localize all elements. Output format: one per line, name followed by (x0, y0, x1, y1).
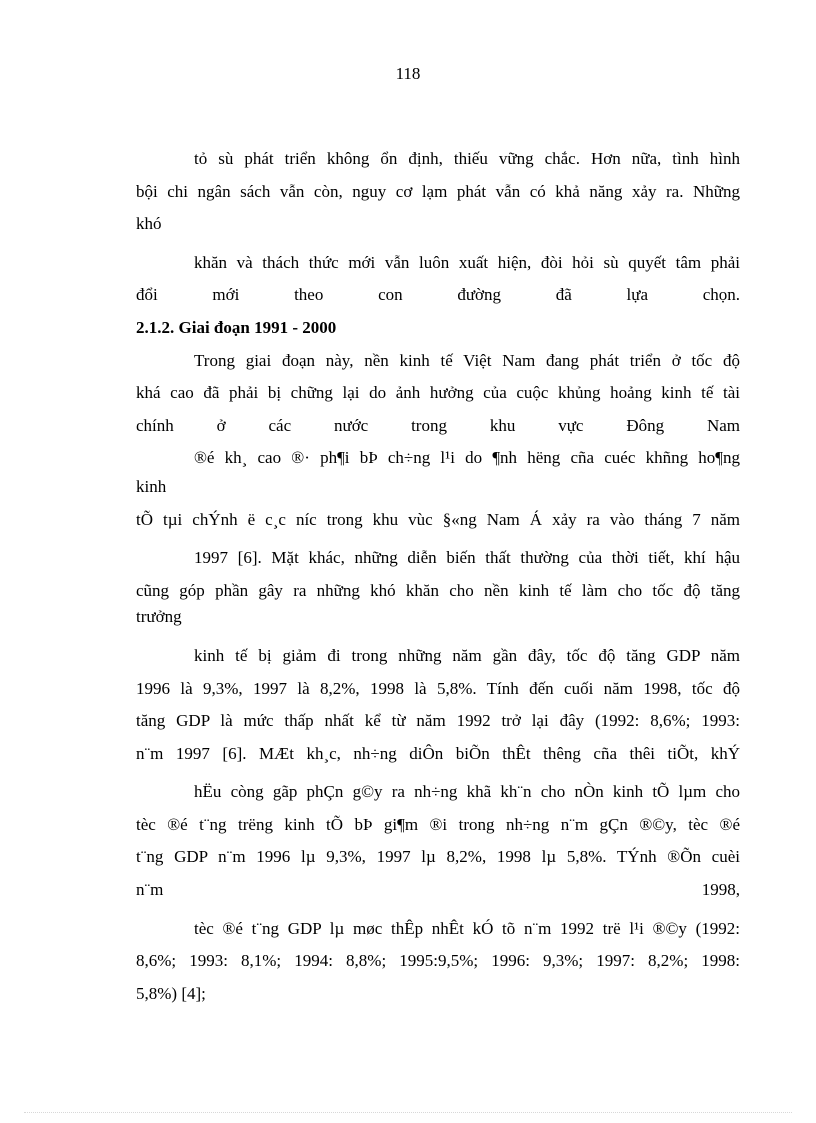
text-line: tèc ®é t¨ng GDP lµ møc thÊp nhÊt kÓ tõ n¨m 1992 trë l¹i ®©y (1992: (194, 918, 740, 938)
text-line: chính ở các nước trong khu vực Đông Nam (136, 415, 740, 435)
text-line: hËu còng gãp phÇn g©y ra nh÷ng khã kh¨n cho nÒn kinh tÕ lµm cho (194, 782, 740, 802)
text-line: Trong giai đoạn này, nền kinh tế Việt Nam đang phát triển ở tốc độ (194, 350, 740, 370)
text-line: tăng GDP là mức thấp nhất kể từ năm 1992 trở lại đây (1992: 8,6%; 1993: (136, 711, 740, 731)
text-line: ®é kh¸ cao ®· ph¶i bÞ ch÷ng l¹i do ¶nh hëng cña cuéc khñng ho¶ng (194, 448, 740, 468)
text-line: 1997 [6]. Mặt khác, những diễn biến thất thường của thời tiết, khí hậu (194, 548, 740, 568)
text-line: đổi mới theo con đường đã lựa chọn. (136, 285, 740, 305)
text-line: t¨ng GDP n¨m 1996 lµ 9,3%, 1997 lµ 8,2%, 1998 lµ 5,8%. TÝnh ®Õn cuèi (136, 847, 740, 867)
page-number: 118 (395, 64, 421, 83)
text-line: kinh tế bị giảm đi trong những năm gần đây, tốc độ tăng GDP năm (194, 645, 740, 665)
text-line: 1996 là 9,3%, 1997 là 8,2%, 1998 là 5,8%. Tính đến cuối năm 1998, tốc độ (136, 678, 740, 698)
text-line: trưởng (136, 607, 182, 627)
text-line: khăn và thách thức mới vẫn luôn xuất hiện, đòi hỏi sù quyết tâm phải (194, 252, 740, 272)
text-line: kinh (136, 476, 167, 496)
body-text (136, 143, 740, 1010)
text-line: n¨m 1997 [6]. MÆt kh¸c, nh÷ng diÔn biÕn thÊt thêng cña thêi tiÕt, khÝ (136, 743, 740, 763)
text-line: khó (136, 214, 162, 234)
text-line: 8,6%; 1993: 8,1%; 1994: 8,8%; 1995:9,5%; 1996: 9,3%; 1997: 8,2%; 1998: (136, 951, 740, 971)
text-line: tÕ tµi chÝnh ë c¸c níc trong khu vùc §«ng Nam Á xảy ra vào tháng 7 năm (136, 509, 740, 529)
text-line: tỏ sù phát triển không ổn định, thiếu vững chắc. Hơn nữa, tình hình (194, 149, 740, 168)
text-line: khá cao đã phải bị chững lại do ảnh hưởng của cuộc khủng hoảng kinh tế tài (136, 383, 740, 403)
text-line: cũng góp phần gây ra những khó khăn cho nền kinh tế làm cho tốc độ tăng (136, 580, 740, 600)
text-line: n¨m 1998, (136, 880, 740, 900)
text-line: bội chi ngân sách vẫn còn, nguy cơ lạm phát vẫn có khả năng xảy ra. Những (136, 181, 740, 201)
text-line: tèc ®é t¨ng trëng kinh tÕ bÞ gi¶m ®i trong nh÷ng n¨m gÇn ®©y, tèc ®é (136, 814, 740, 834)
section-heading: 2.1.2. Giai đoạn 1991 - 2000 (136, 317, 337, 337)
text-line: 5,8%) [4]; (136, 983, 206, 1003)
page-bottom-border (24, 1112, 792, 1113)
